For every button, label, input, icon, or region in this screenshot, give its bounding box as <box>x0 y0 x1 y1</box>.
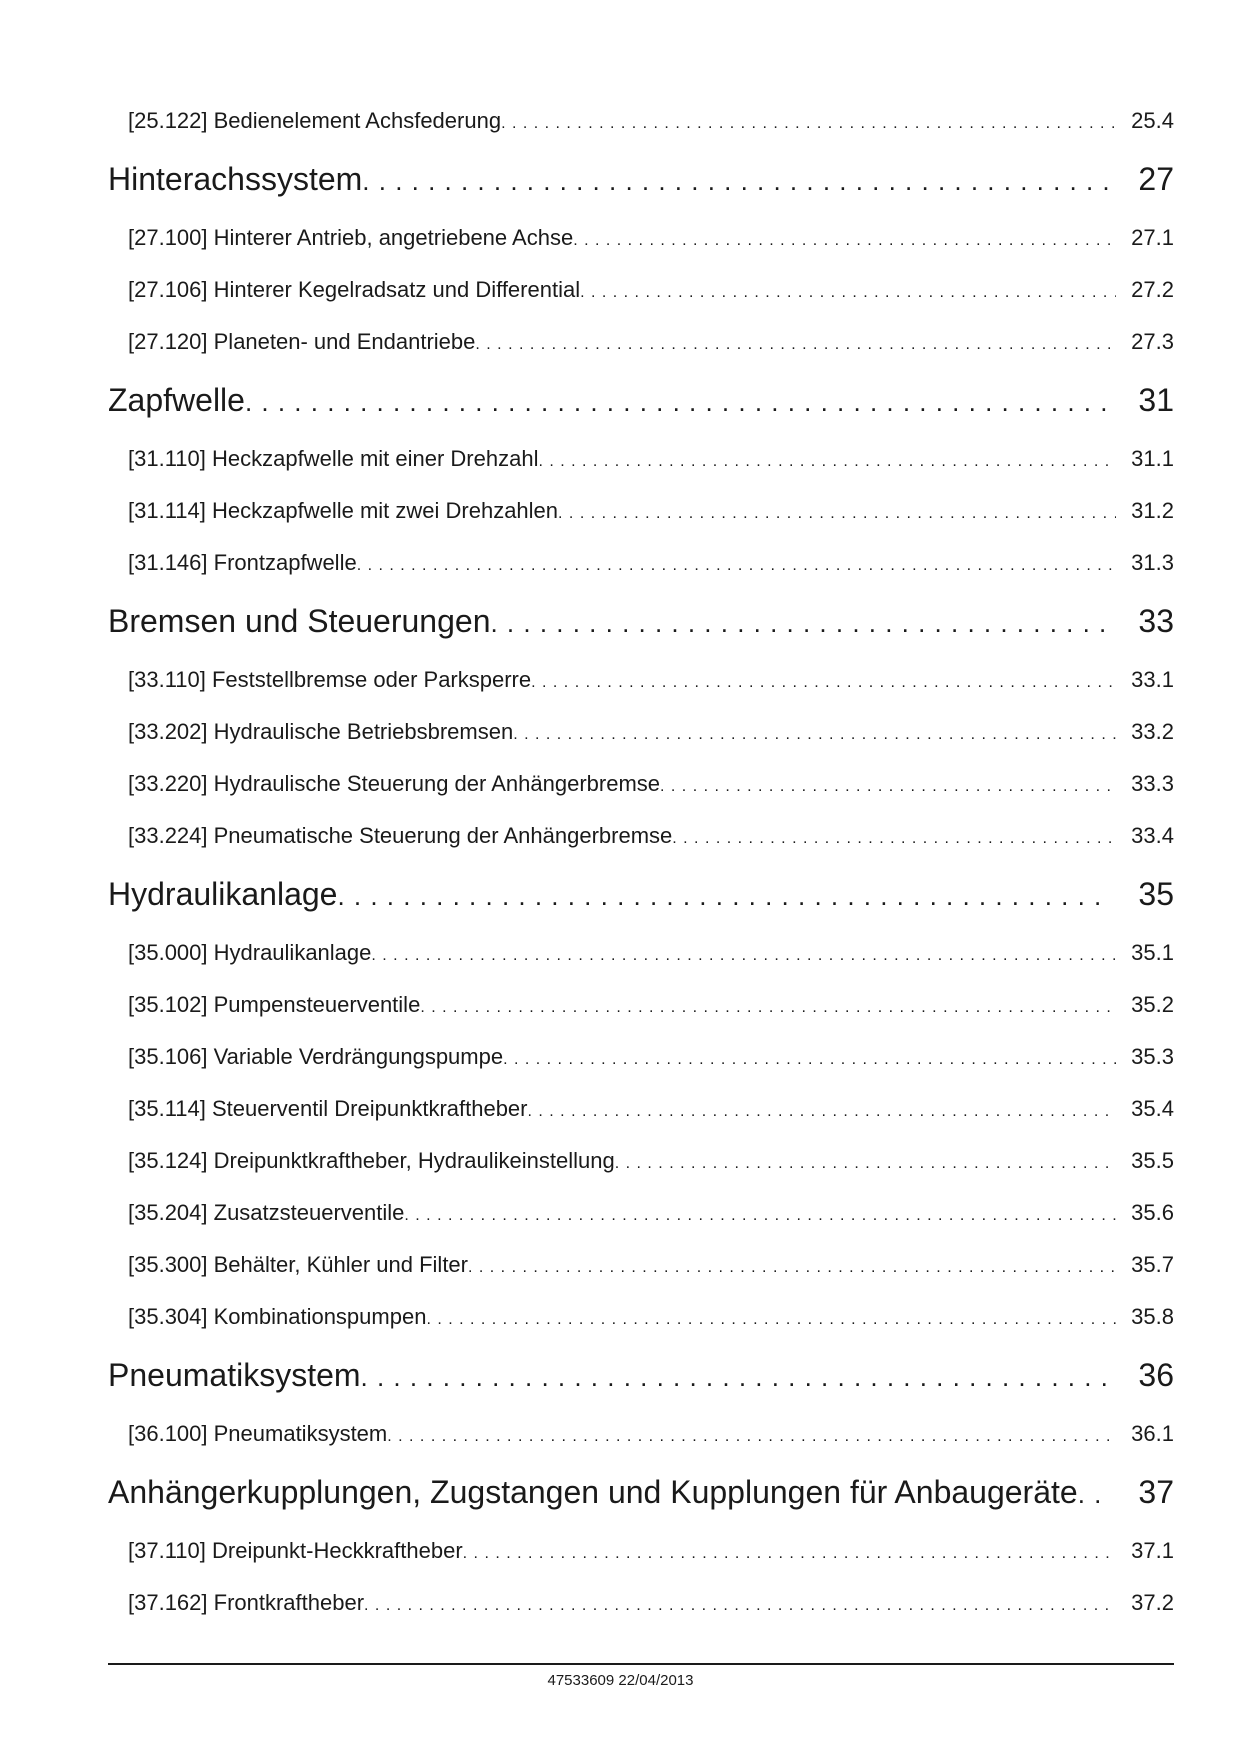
toc-entry-page: 35.6 <box>1131 1200 1174 1225</box>
toc-entry-label: [35.304] Kombinationspumpen <box>128 1304 427 1329</box>
dot-leader <box>404 1190 1116 1239</box>
toc-entry-page: 35.8 <box>1131 1304 1174 1329</box>
toc-heading-label: Hydraulikanlage <box>108 876 338 912</box>
toc-entry-label: [35.114] Steuerventil Dreipunktkraftheber <box>128 1096 528 1121</box>
toc-entry[interactable] <box>108 316 1174 368</box>
toc-heading-page: 35 <box>1138 876 1174 912</box>
toc-heading-label: Hinterachssystem <box>108 161 363 197</box>
toc-entry-label: [37.110] Dreipunkt-Heckkraftheber <box>128 1538 463 1563</box>
toc-entry[interactable] <box>108 1291 1174 1343</box>
toc-heading-page: 36 <box>1138 1357 1174 1393</box>
dot-leader <box>503 1034 1116 1083</box>
toc-entry-page: 27.3 <box>1131 329 1174 354</box>
toc-entry[interactable] <box>108 537 1174 589</box>
toc-entry-label: [35.204] Zusatzsteuerventile <box>128 1200 405 1225</box>
dot-leader <box>426 1294 1116 1343</box>
dot-leader <box>387 1411 1116 1460</box>
dot-leader <box>468 1242 1116 1291</box>
toc-entry-label: [27.120] Planeten- und Endantriebe <box>128 329 476 354</box>
toc-section-heading[interactable] <box>108 862 1174 927</box>
toc-entry-page: 33.3 <box>1131 771 1174 796</box>
dot-leader <box>362 149 1112 212</box>
toc-entry-page: 35.3 <box>1131 1044 1174 1069</box>
dot-leader <box>558 488 1116 537</box>
dot-leader <box>672 813 1116 862</box>
toc-entry[interactable] <box>108 1525 1174 1577</box>
toc-section-heading[interactable] <box>108 1460 1174 1525</box>
dot-leader <box>361 1345 1112 1408</box>
toc-entry-page: 35.4 <box>1131 1096 1174 1121</box>
toc-entry-page: 35.2 <box>1131 992 1174 1017</box>
toc-entry-label: [36.100] Pneumatiksystem <box>128 1421 388 1446</box>
toc-entry-label: [31.146] Frontzapfwelle <box>128 550 357 575</box>
toc-entry[interactable] <box>108 1577 1174 1629</box>
toc-heading-page: 31 <box>1138 382 1174 418</box>
dot-leader <box>513 709 1116 758</box>
dot-leader <box>573 215 1116 264</box>
toc-heading-label: Zapfwelle <box>108 382 245 418</box>
dot-leader <box>357 540 1116 589</box>
footer-document-id: 47533609 22/04/2013 <box>547 1672 694 1689</box>
toc-entry[interactable] <box>108 810 1174 862</box>
toc-heading-label: Bremsen und Steuerungen <box>108 603 491 639</box>
toc-entry[interactable] <box>108 758 1174 810</box>
dot-leader <box>580 267 1116 316</box>
dot-leader <box>528 1086 1117 1135</box>
dot-leader <box>420 982 1116 1031</box>
toc-section-heading[interactable] <box>108 1343 1174 1408</box>
toc-entry-page: 35.7 <box>1131 1252 1174 1277</box>
dot-leader <box>463 1528 1116 1577</box>
toc-entry-page: 36.1 <box>1131 1421 1174 1446</box>
table-of-contents <box>108 95 1174 1629</box>
toc-entry-page: 35.1 <box>1131 940 1174 965</box>
dot-leader <box>538 436 1116 485</box>
toc-entry-label: [31.114] Heckzapfwelle mit zwei Drehzahlen <box>128 498 559 523</box>
toc-entry-page: 33.1 <box>1131 667 1174 692</box>
toc-entry-label: [35.102] Pumpensteuerventile <box>128 992 421 1017</box>
toc-entry-page: 35.5 <box>1131 1148 1174 1173</box>
toc-entry[interactable] <box>108 1031 1174 1083</box>
toc-entry-label: [37.162] Frontkraftheber <box>128 1590 365 1615</box>
toc-entry-label: [35.300] Behälter, Kühler und Filter <box>128 1252 468 1277</box>
toc-heading-page: 37 <box>1138 1474 1174 1510</box>
toc-entry-label: [27.100] Hinterer Antrieb, angetriebene Achse <box>128 225 574 250</box>
toc-section-heading[interactable] <box>108 589 1174 654</box>
toc-entry-page: 31.1 <box>1131 446 1174 471</box>
toc-entry-page: 37.2 <box>1131 1590 1174 1615</box>
dot-leader <box>660 761 1116 810</box>
toc-entry[interactable] <box>108 1187 1174 1239</box>
toc-entry-label: [31.110] Heckzapfwelle mit einer Drehzahl <box>128 446 539 471</box>
toc-entry-page: 31.2 <box>1131 498 1174 523</box>
dot-leader <box>1078 1462 1112 1525</box>
toc-heading-page: 33 <box>1138 603 1174 639</box>
toc-entry[interactable] <box>108 212 1174 264</box>
toc-entry[interactable] <box>108 485 1174 537</box>
toc-entry-label: [25.122] Bedienelement Achsfederung <box>128 108 502 133</box>
toc-entry[interactable] <box>108 264 1174 316</box>
dot-leader <box>475 319 1116 368</box>
dot-leader <box>245 370 1112 433</box>
footer-divider <box>108 1663 1174 1665</box>
toc-entry[interactable] <box>108 927 1174 979</box>
dot-leader <box>364 1580 1116 1629</box>
dot-leader <box>371 930 1116 979</box>
toc-entry[interactable] <box>108 1135 1174 1187</box>
toc-section-heading[interactable] <box>108 368 1174 433</box>
toc-entry-page: 27.1 <box>1131 225 1174 250</box>
toc-entry-label: [33.220] Hydraulische Steuerung der Anhängerbremse <box>128 771 661 796</box>
toc-entry[interactable] <box>108 654 1174 706</box>
toc-entry-page: 33.4 <box>1131 823 1174 848</box>
dot-leader <box>501 98 1116 147</box>
toc-entry-label: [35.000] Hydraulikanlage <box>128 940 372 965</box>
toc-entry[interactable] <box>108 1239 1174 1291</box>
toc-entry-label: [27.106] Hinterer Kegelradsatz und Differential <box>128 277 581 302</box>
toc-entry[interactable] <box>108 1408 1174 1460</box>
dot-leader <box>615 1138 1116 1187</box>
dot-leader <box>490 591 1112 654</box>
toc-heading-label: Anhängerkupplungen, Zugstangen und Kupplungen für Anbaugeräte <box>108 1474 1078 1510</box>
toc-entry[interactable] <box>108 95 1174 147</box>
toc-entry-page: 25.4 <box>1131 108 1174 133</box>
toc-entry[interactable] <box>108 706 1174 758</box>
toc-entry-page: 33.2 <box>1131 719 1174 744</box>
dot-leader <box>531 657 1116 706</box>
toc-heading-page: 27 <box>1138 161 1174 197</box>
toc-entry-label: [33.224] Pneumatische Steuerung der Anhängerbremse <box>128 823 673 848</box>
toc-entry-label: [35.106] Variable Verdrängungspumpe <box>128 1044 504 1069</box>
toc-section-heading[interactable] <box>108 147 1174 212</box>
dot-leader <box>337 864 1112 927</box>
toc-entry-page: 31.3 <box>1131 550 1174 575</box>
toc-heading-label: Pneumatiksystem <box>108 1357 361 1393</box>
toc-entry[interactable] <box>108 1083 1174 1135</box>
toc-entry-label: [35.124] Dreipunktkraftheber, Hydraulikeinstellung <box>128 1148 615 1173</box>
toc-entry-page: 27.2 <box>1131 277 1174 302</box>
toc-entry[interactable] <box>108 433 1174 485</box>
toc-entry-label: [33.202] Hydraulische Betriebsbremsen <box>128 719 514 744</box>
toc-entry-page: 37.1 <box>1131 1538 1174 1563</box>
toc-entry-label: [33.110] Feststellbremse oder Parksperre <box>128 667 532 692</box>
toc-entry[interactable] <box>108 979 1174 1031</box>
